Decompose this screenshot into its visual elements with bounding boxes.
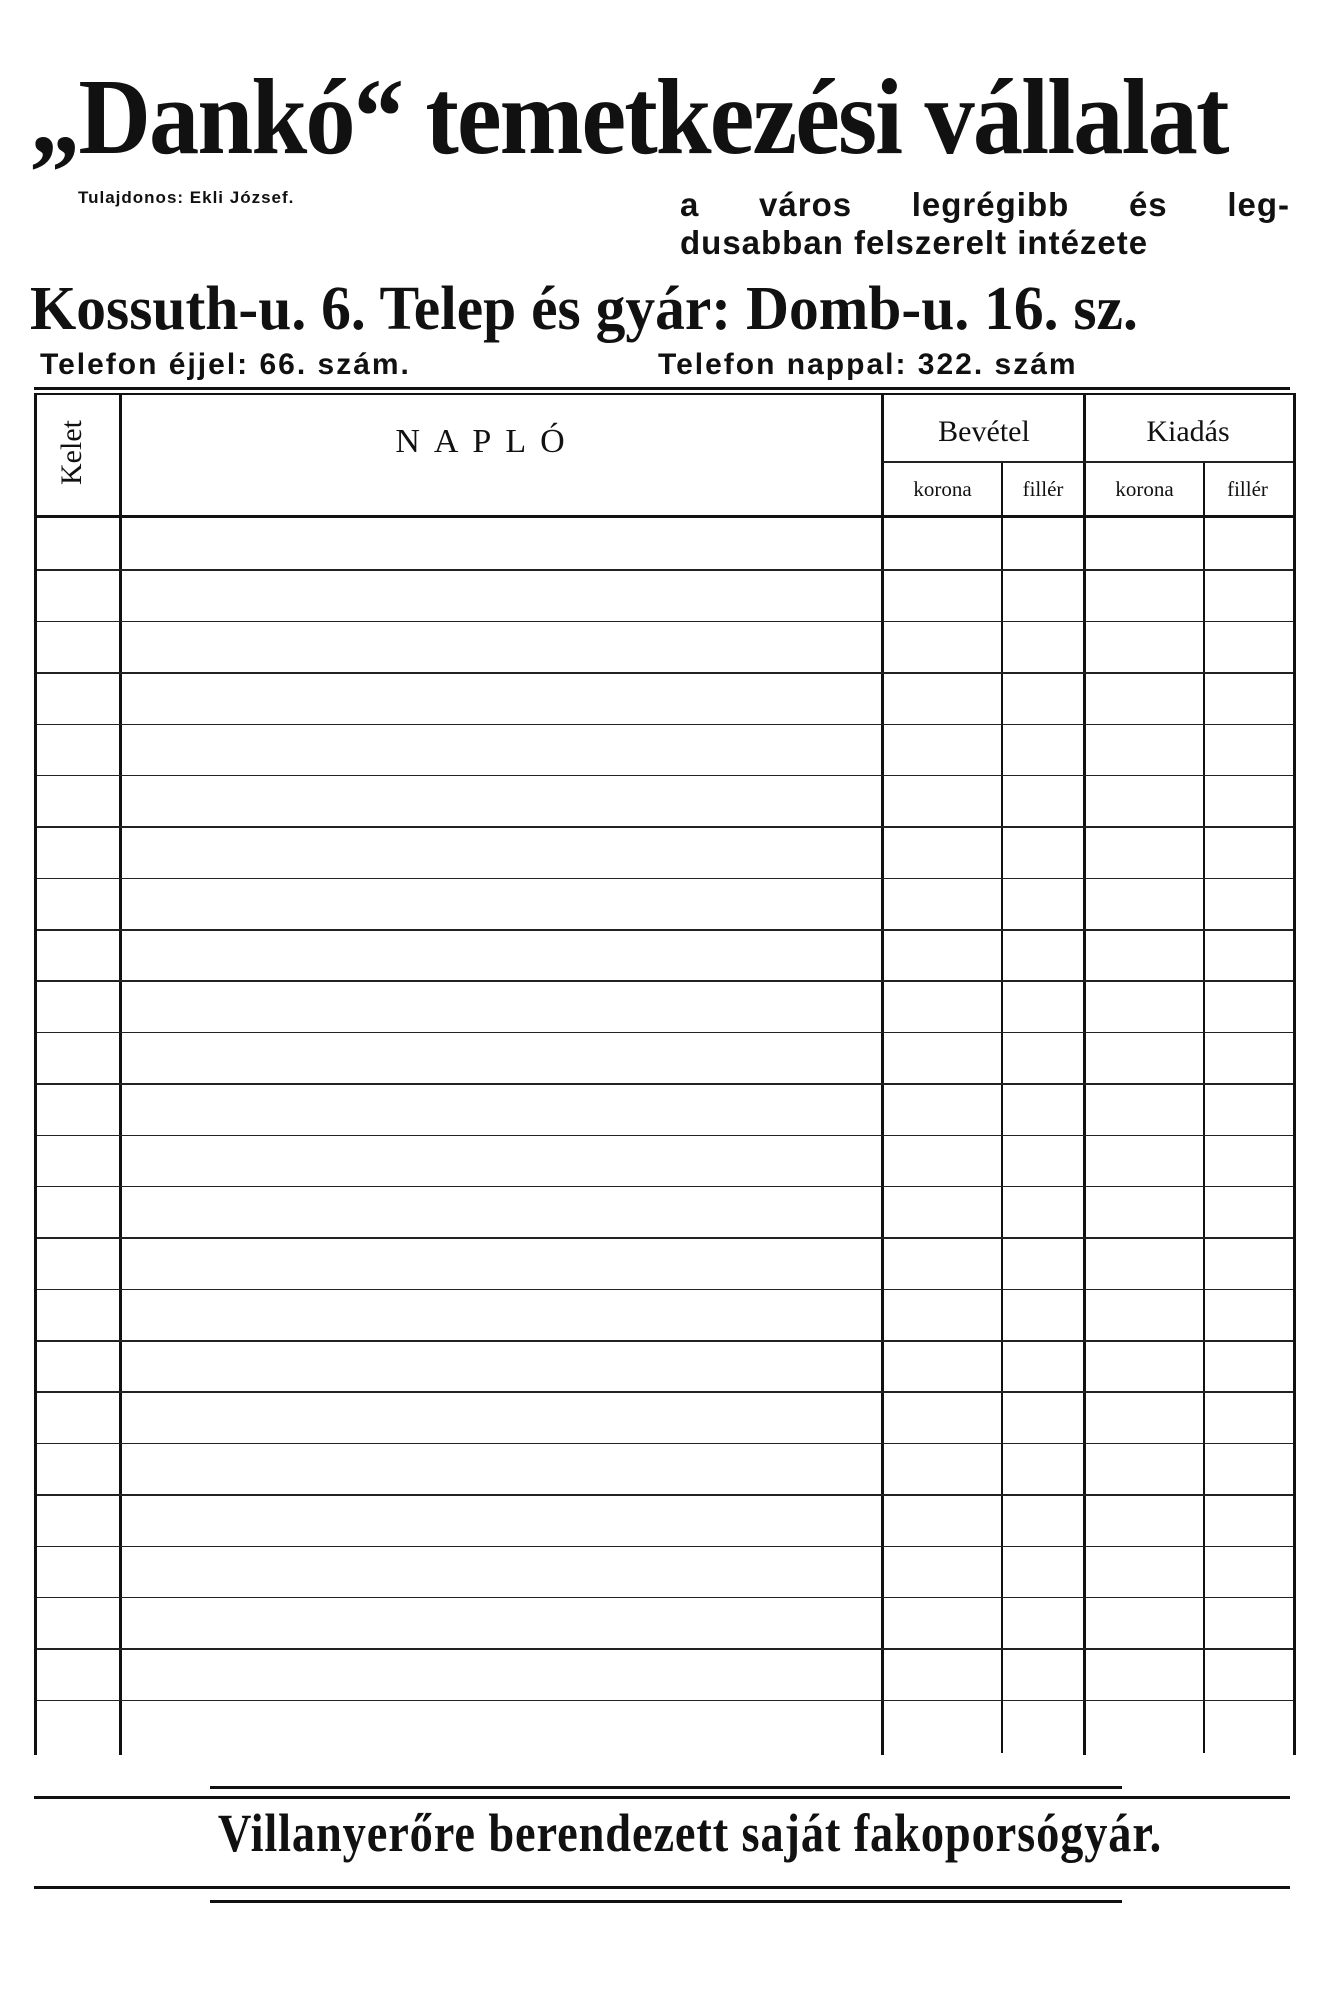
ledger-row-line	[37, 1391, 1293, 1393]
ledger-row-line	[37, 775, 1293, 777]
ledger-row-line	[37, 1237, 1293, 1239]
amount-subheader-rule	[883, 461, 1293, 463]
ledger-row-line	[37, 878, 1293, 880]
ledger-row-line	[37, 1443, 1293, 1445]
ledger-row-line	[37, 1032, 1293, 1034]
journal-column-divider	[881, 395, 884, 1755]
ledger-row-line	[37, 1700, 1293, 1702]
ledger-row-line	[37, 1135, 1293, 1137]
footer-top-short-rule	[210, 1786, 1122, 1789]
footer-slogan: Villanyerőre berendezett saját fakoporsógyár.	[217, 1803, 1163, 1863]
address-line: Kossuth-u. 6. Telep és gyár: Domb-u. 16. sz.	[30, 275, 1138, 343]
ledger-row-line	[37, 826, 1293, 828]
ledger-row-line	[37, 980, 1293, 982]
ledger-row-line	[37, 1083, 1293, 1085]
date-column-header: Kelet	[55, 420, 88, 485]
footer-bottom-short-rule	[210, 1900, 1122, 1903]
ledger-row-line	[37, 1289, 1293, 1291]
ledger-row-line	[37, 1597, 1293, 1599]
company-name: „Dankó“ temetkezési vállalat	[30, 58, 1228, 177]
company-slogan	[680, 186, 1290, 262]
income-korona-header: korona	[913, 477, 972, 501]
ledger-row-line	[37, 1546, 1293, 1548]
expense-filler-header: fillér	[1227, 477, 1268, 501]
footer-bottom-rule	[34, 1886, 1290, 1889]
income-filler-header: fillér	[1022, 477, 1064, 501]
ledger-row-line	[37, 929, 1293, 931]
slogan-line-1: a város legrégibb és leg-	[680, 186, 1290, 223]
phone-night: Telefon éjjel: 66. szám.	[40, 348, 411, 381]
ledger-row-line	[37, 1648, 1293, 1650]
expense-korona-divider	[1203, 463, 1205, 1753]
ledger-row-line	[37, 1494, 1293, 1496]
header-bottom-rule	[37, 515, 1293, 518]
expense-header: Kiadás	[1146, 415, 1230, 448]
income-expense-divider	[1083, 395, 1086, 1755]
slogan-line-2: dusabban felszerelt intézete	[680, 224, 1149, 261]
income-header: Bevétel	[938, 415, 1030, 448]
ledger-row-line	[37, 569, 1293, 571]
ledger-row-line	[37, 672, 1293, 674]
journal-header: NAPLÓ	[395, 423, 579, 460]
ledger-row-line	[37, 621, 1293, 623]
ledger-table	[34, 393, 1296, 1755]
ledger-row-line	[37, 1186, 1293, 1188]
header-rule	[34, 387, 1290, 390]
expense-korona-header: korona	[1115, 477, 1174, 501]
date-column-divider	[119, 395, 122, 1755]
ledger-row-line	[37, 724, 1293, 726]
income-korona-divider	[1001, 463, 1003, 1753]
phone-day: Telefon nappal: 322. szám	[658, 348, 1078, 381]
owner-line: Tulajdonos: Ekli József.	[78, 188, 295, 207]
ledger-row-line	[37, 1340, 1293, 1342]
footer-top-rule	[34, 1796, 1290, 1799]
